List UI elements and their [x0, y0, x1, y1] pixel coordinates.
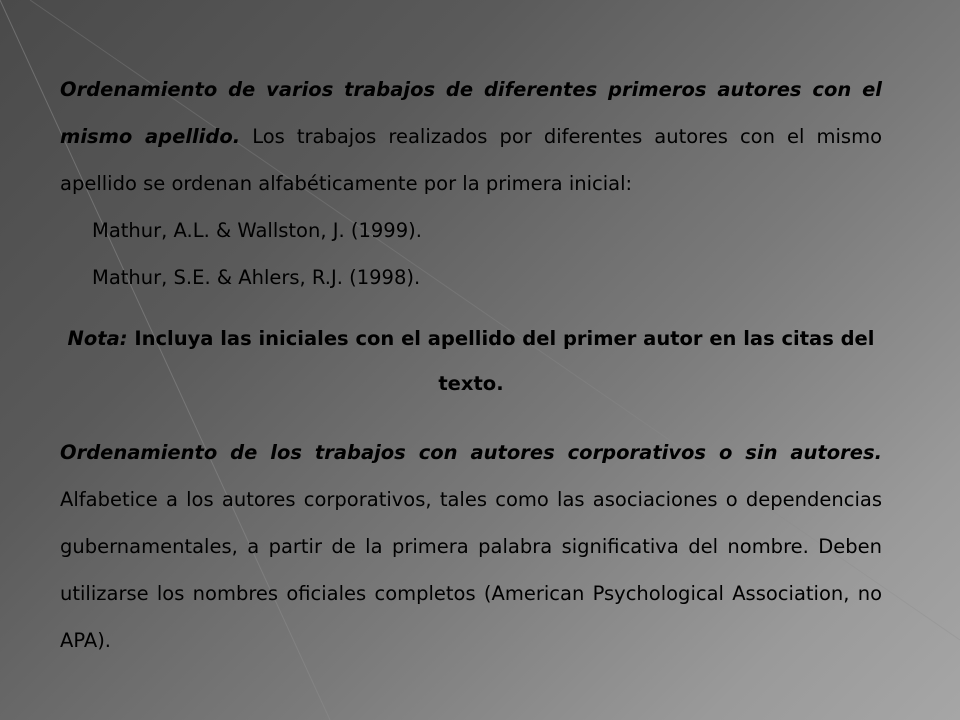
paragraph-corporate-authors-body: Alfabetice a los autores corporativos, tales como las asociaciones o dependencias gubernamentales, a partir de la primera palabra significativa del nombre. Deben utilizarse los nombres oficiales completos (American Psychological Association, no APA). [60, 488, 882, 652]
paragraph-same-surname [60, 66, 882, 207]
paragraph-corporate-authors [60, 429, 882, 664]
note-text: Incluya las iniciales con el apellido del primer autor en las citas del texto. [127, 327, 875, 395]
paragraph-same-surname-lead: Ordenamiento de varios trabajos de diferentes primeros autores con el mismo apellido. [60, 78, 882, 148]
reference-item: Mathur, A.L. & Wallston, J. (1999). [92, 219, 422, 242]
slide-content [60, 66, 882, 664]
reference-item: Mathur, S.E. & Ahlers, R.J. (1998). [92, 266, 421, 289]
paragraph-corporate-authors-lead: Ordenamiento de los trabajos con autores corporativos o sin autores. [60, 441, 882, 464]
note-label: Nota: [67, 327, 128, 350]
paragraph-same-surname-body: Los trabajos realizados por diferentes autores con el mismo apellido se ordenan alfabéticamente por la primera inicial: [60, 125, 882, 195]
note-paragraph [60, 316, 882, 406]
